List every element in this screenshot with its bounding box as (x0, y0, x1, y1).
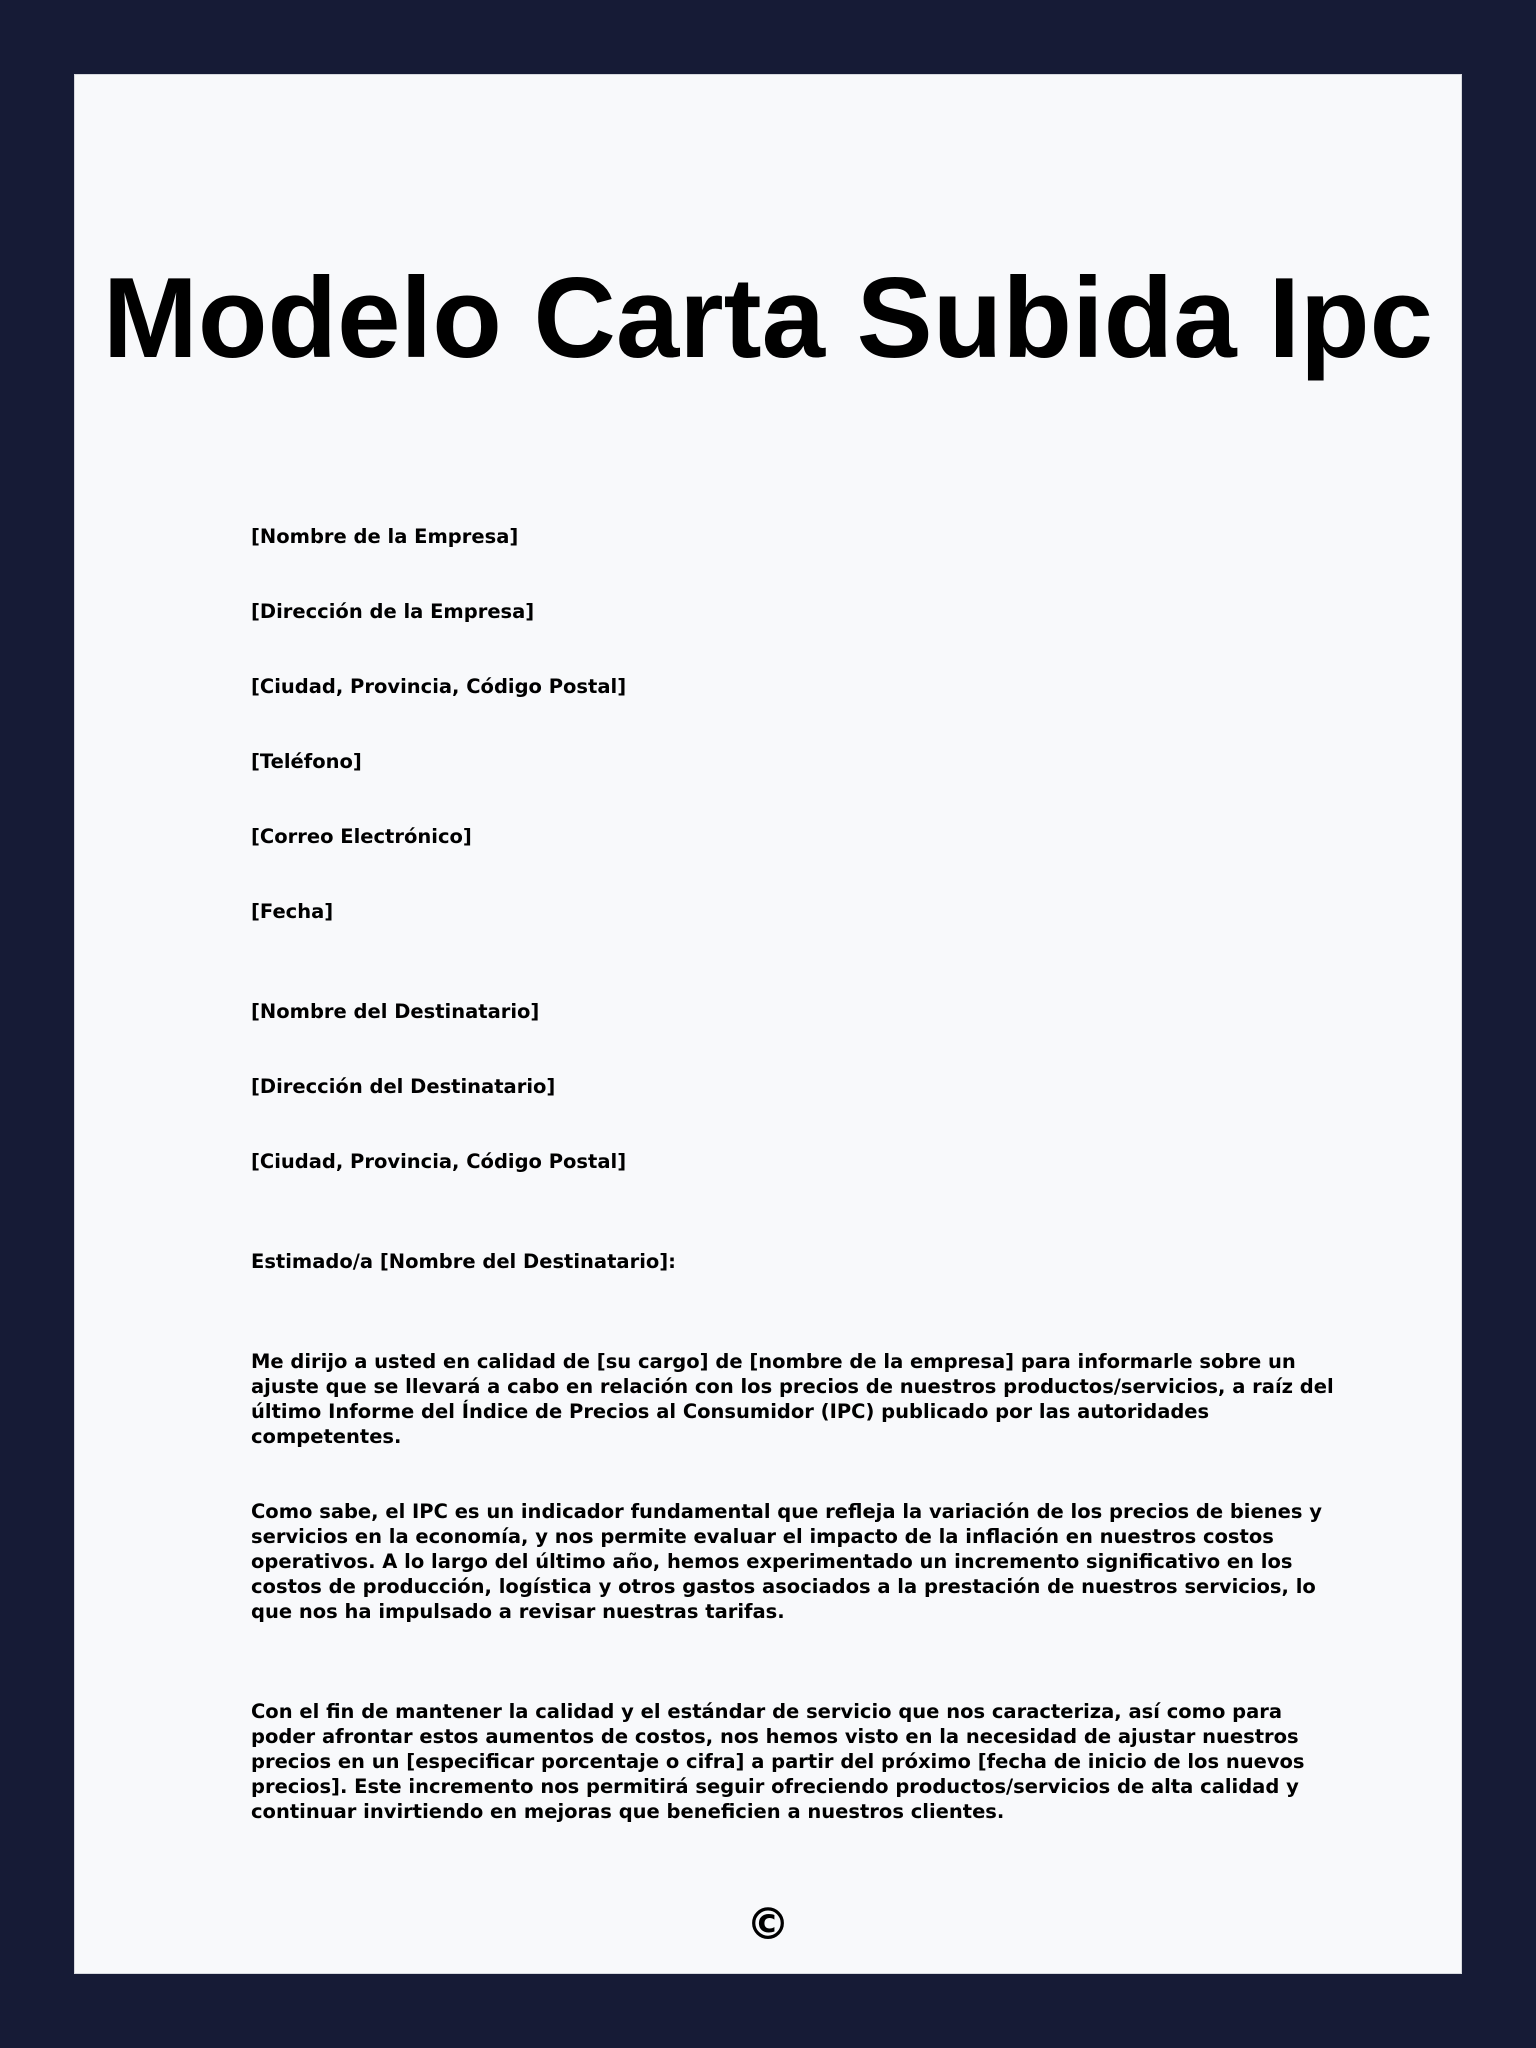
sender-company-name: [Nombre de la Empresa] (251, 525, 519, 548)
recipient-city-line: [Ciudad, Provincia, Código Postal] (251, 1150, 627, 1173)
letter-greeting: Estimado/a [Nombre del Destinatario]: (251, 1250, 676, 1273)
recipient-address: [Dirección del Destinatario] (251, 1075, 556, 1098)
sender-city-line: [Ciudad, Provincia, Código Postal] (251, 675, 627, 698)
letter-date: [Fecha] (251, 900, 334, 923)
recipient-name: [Nombre del Destinatario] (251, 1000, 540, 1023)
copyright-icon: © (746, 1899, 790, 1950)
letter-paragraph-1: Me dirijo a usted en calidad de [su cargo] de [nombre de la empresa] para informarle sobre un ajuste que se llevará a cabo en relación con los precios de nuestros productos/servicios, a raíz del último Informe del Índice de Precios al Consumidor (IPC) publicado por las autoridades competentes. (251, 1350, 1334, 1448)
sender-phone: [Teléfono] (251, 750, 362, 773)
page-title: Modelo Carta Subida Ipc (102, 255, 1434, 382)
sender-company-address: [Dirección de la Empresa] (251, 600, 535, 623)
letter-paragraph-3: Con el fin de mantener la calidad y el estándar de servicio que nos caracteriza, así como para poder afrontar estos aumentos de costos, nos hemos visto en la necesidad de ajustar nuestros precios en un [especificar porcentaje o cifra] a partir del próximo [fecha de inicio de los nuevos precios]. Este incremento nos permitirá seguir ofreciendo productos/servicios de alta calidad y continuar invirtiendo en mejoras que beneficien a nuestros clientes. (251, 1700, 1305, 1823)
letter-paragraph-2: Como sabe, el IPC es un indicador fundamental que refleja la variación de los precios de bienes y servicios en la economía, y nos permite evaluar el impacto de la inflación en nuestros costos operativos. A lo largo del último año, hemos experimentado un incremento significativo en los costos de producción, logística y otros gastos asociados a la prestación de nuestros servicios, lo que nos ha impulsado a revisar nuestras tarifas. (251, 1500, 1322, 1623)
sender-email: [Correo Electrónico] (251, 825, 472, 848)
letter-page (74, 74, 1462, 1974)
